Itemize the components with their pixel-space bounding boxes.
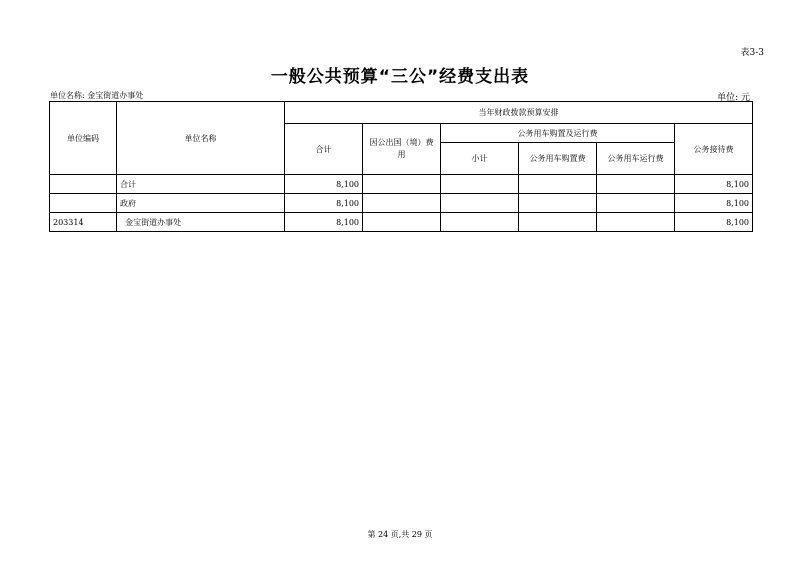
unit-name-label: 单位名称: 金宝街道办事处 (50, 91, 144, 100)
cell-total: 8,100 (285, 213, 363, 232)
cell-vehicle-purchase (519, 194, 597, 213)
budget-table (49, 101, 753, 232)
cell-reception: 8,100 (675, 175, 753, 194)
cell-subtotal (441, 194, 519, 213)
header-vehicle-operation: 公务用车运行费 (597, 143, 675, 175)
cell-name: 合计 (117, 175, 285, 194)
page-footer: 第 24 页,共 29 页 (367, 530, 433, 539)
header-unit-code: 单位编码 (50, 102, 117, 175)
header-reception: 公务接待费 (675, 124, 753, 175)
cell-reception: 8,100 (675, 213, 753, 232)
table-number: 表3-3 (740, 48, 764, 58)
page-title: 一般公共预算“三公”经费支出表 (270, 67, 530, 87)
cell-subtotal (441, 175, 519, 194)
cell-abroad (363, 194, 441, 213)
header-total: 合计 (285, 124, 363, 175)
cell-vehicle-operation (597, 194, 675, 213)
cell-total: 8,100 (285, 194, 363, 213)
table-row (50, 213, 753, 232)
cell-vehicle-operation (597, 213, 675, 232)
cell-code (50, 194, 117, 213)
cell-total: 8,100 (285, 175, 363, 194)
cell-abroad (363, 213, 441, 232)
cell-code (50, 175, 117, 194)
unit-currency-label: 单位: 元 (717, 93, 750, 103)
header-subtotal: 小计 (441, 143, 519, 175)
header-vehicle-purchase: 公务用车购置费 (519, 143, 597, 175)
header-vehicle: 公务用车购置及运行费 (441, 124, 675, 143)
cell-code: 203314 (50, 213, 117, 232)
cell-name: 政府 (117, 194, 285, 213)
cell-name: 金宝街道办事处 (117, 213, 285, 232)
header-abroad: 因公出国（境）费用 (363, 124, 441, 175)
header-current-year: 当年财政拨款预算安排 (285, 102, 753, 124)
cell-vehicle-operation (597, 175, 675, 194)
cell-vehicle-purchase (519, 175, 597, 194)
header-unit-name: 单位名称 (117, 102, 285, 175)
table-row (50, 175, 753, 194)
cell-abroad (363, 175, 441, 194)
cell-vehicle-purchase (519, 213, 597, 232)
cell-subtotal (441, 213, 519, 232)
cell-reception: 8,100 (675, 194, 753, 213)
table-row (50, 194, 753, 213)
